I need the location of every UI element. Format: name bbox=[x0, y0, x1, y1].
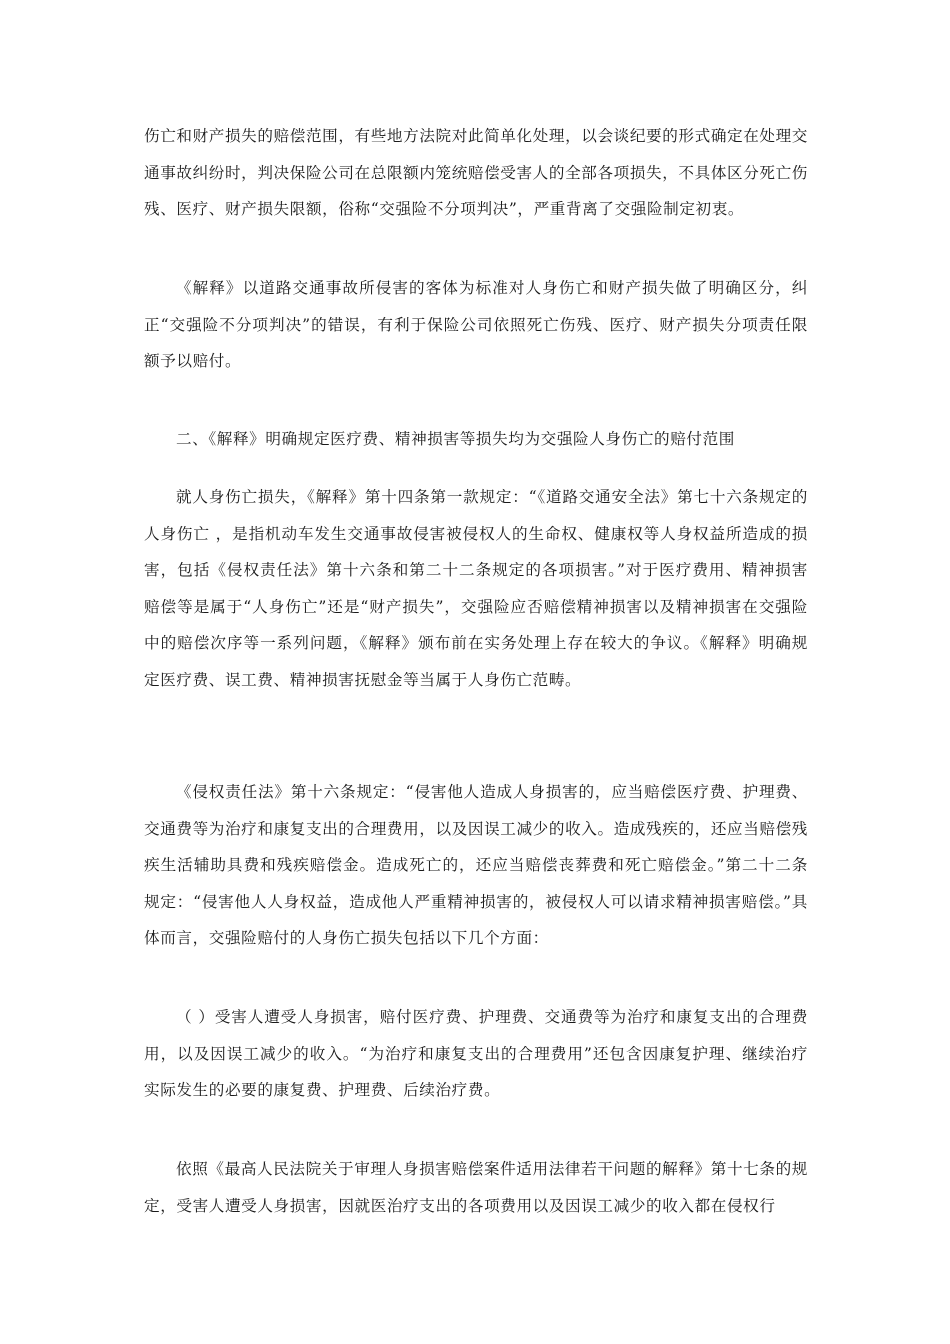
paragraph-supreme-court-interpretation: 依照《最高人民法院关于审理人身损害赔偿案件适用法律若干问题的解释》第十七条的规定，受害人遭受人身损害，因就医治疗支出的各项费用以及因误工减少的收入都在侵权行 bbox=[144, 1160, 808, 1215]
paragraph-interpretation-distinction: 《解释》以道路交通事故所侵害的客体为标准对人身伤亡和财产损失做了明确区分，纠正“交强险不分项判决”的错误，有利于保险公司依照死亡伤残、医疗、财产损失分项责任限额予以赔付。 bbox=[144, 279, 808, 370]
paragraph-continuation: 伤亡和财产损失的赔偿范围，有些地方法院对此简单化处理，以会谈纪要的形式确定在处理交通事故纠纷时，判决保险公司在总限额内笼统赔偿受害人的全部各项损失，不具体区分死亡伤残、医疗、财产损失限额，俗称“交强险不分项判决”，严重背离了交强险制定初衷。 bbox=[144, 127, 808, 218]
paragraph-tort-law-article: 《侵权责任法》第十六条规定：“侵害他人造成人身损害的，应当赔偿医疗费、护理费、交通费等为治疗和康复支出的合理费用，以及因误工减少的收入。造成残疾的，还应当赔偿残疾生活辅助具费和残疾赔偿金。造成死亡的，还应当赔偿丧葬费和死亡赔偿金。”第二十二条规定：“侵害他人人身权益，造成他人严重精神损害的，被侵权人可以请求精神损害赔偿。”具体而言，交强险赔付的人身伤亡损失包括以下几个方面： bbox=[144, 783, 808, 947]
section-heading-two: 二、《解释》明确规定医疗费、精神损害等损失均为交强险人身伤亡的赔付范围 bbox=[176, 430, 735, 448]
paragraph-personal-injury: 就人身伤亡损失，《解释》第十四条第一款规定：“《道路交通安全法》第七十六条规定的 人身伤亡 ，是指机动车发生交通事故侵害被侵权人的生命权、健康权等人身权益所造成的损害，包括《侵权责任法》第十六条和第二十二条规定的各项损害。”对于医疗费用、精神损害赔偿等是属于“人身伤亡”还是“财产损失”，交强险应否赔偿精神损害以及精神损害在交强险中的赔偿次序等一系列问题，《解释》颁布前在实务处理上存在较大的争议。《解释》明确规定医疗费、误工费、精神损害抚慰金等当属于人身伤亡范畴。 bbox=[144, 488, 808, 689]
paragraph-item-one: （ ）受害人遭受人身损害，赔付医疗费、护理费、交通费等为治疗和康复支出的合理费用，以及因误工减少的收入。“为治疗和康复支出的合理费用”还包含因康复护理、继续治疗实际发生的必要的康复费、护理费、后续治疗费。 bbox=[144, 1008, 808, 1099]
